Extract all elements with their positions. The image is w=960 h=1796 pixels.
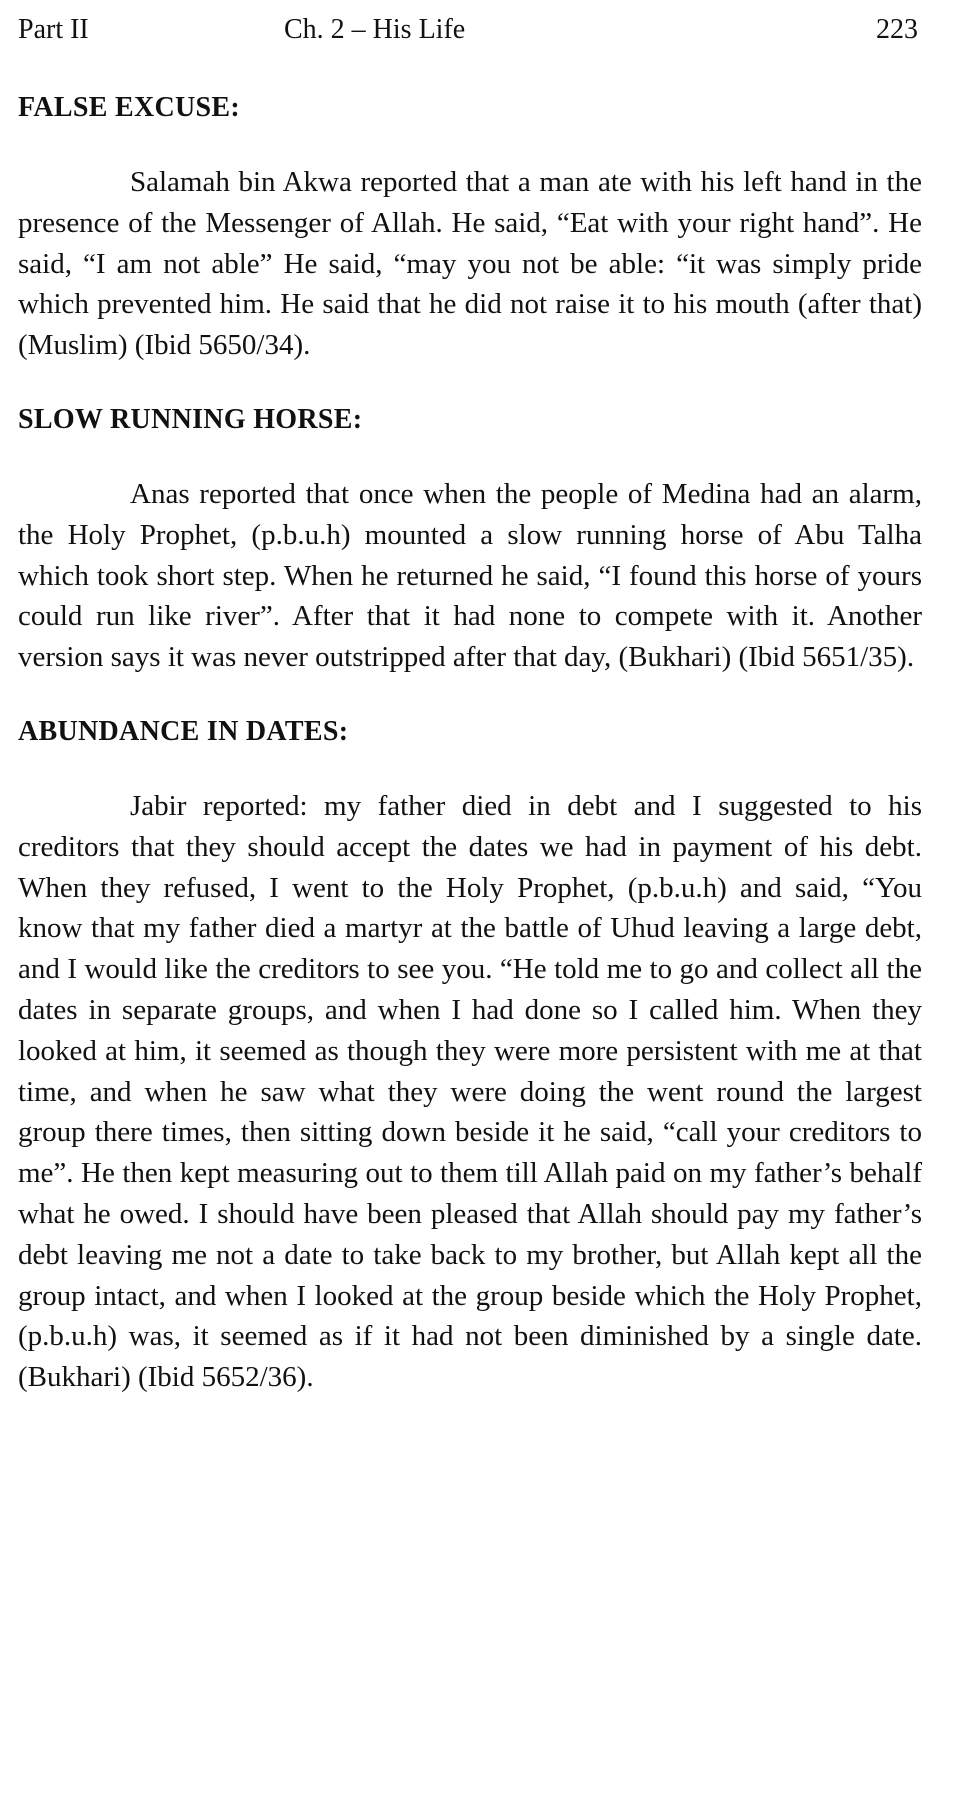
- section-paragraph: Jabir reported: my father died in debt and I suggested to his creditors that they should accept the dates we had in payment of his debt. When they refused, I went to the Holy Prophet, (p.b.u.h) and said, “You know that my father died a martyr at the battle of Uhud leaving a large debt, and I would like the creditors to see you. “He told me to go and collect all the dates in separate groups, and when I had done so I called him. When they looked at him, it seemed as though they were more persistent with me at that time, and when he saw what they were doing the went round the largest group there times, then sitting down beside it he said, “call your creditors to me”. He then kept measuring out to them till Allah paid on my father’s behalf what he owed. I should have been pleased that Allah should pay my father’s debt leaving me not a date to take back to my brother, but Allah kept all the group intact, and when I looked at the group beside which the Holy Prophet, (p.b.u.h) was, it seemed as if it had not been diminished by a single date. (Bukhari) (Ibid 5652/36).: [18, 789, 922, 1394]
- section-slow-running-horse: [18, 400, 922, 678]
- page-number: 223: [876, 14, 918, 45]
- section-false-excuse: [18, 88, 922, 366]
- section-paragraph: Anas reported that once when the people of Medina had an alarm, the Holy Prophet, (p.b.u.h) mounted a slow running horse of Abu Talha which took short step. When he returned he said, “I found this horse of yours could run like river”. After that it had none to compete with it. Another version says it was never outstripped after that day, (Bukhari) (Ibid 5651/35).: [18, 477, 922, 674]
- page-body: [18, 88, 922, 1432]
- chapter-title: Ch. 2 – His Life: [284, 14, 466, 45]
- part-label: Part II: [18, 14, 89, 45]
- section-heading: ABUNDANCE IN DATES:: [18, 715, 349, 747]
- section-paragraph: Salamah bin Akwa reported that a man ate with his left hand in the presence of the Messenger of Allah. He said, “Eat with your right hand”. He said, “I am not able” He said, “may you not be able: “it was simply pride which prevented him. He said that he did not raise it to his mouth (after that) (Muslim) (Ibid 5650/34).: [18, 166, 922, 362]
- section-heading: SLOW RUNNING HORSE:: [18, 403, 363, 435]
- section-heading: FALSE EXCUSE:: [18, 92, 240, 123]
- running-head: [18, 10, 918, 50]
- section-abundance-in-dates: [18, 712, 922, 1398]
